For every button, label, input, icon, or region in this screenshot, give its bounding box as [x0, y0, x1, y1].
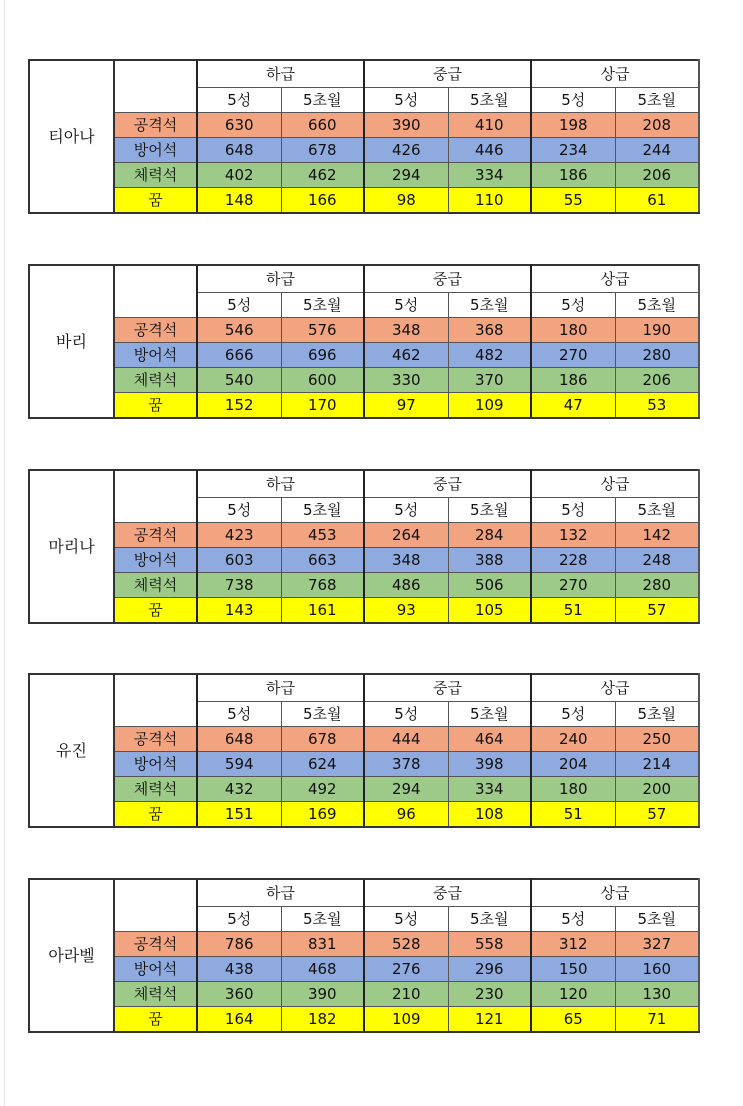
value-cell: 160 [615, 957, 699, 982]
value-cell: 109 [448, 393, 531, 419]
value-cell: 200 [615, 777, 699, 802]
table-row [29, 113, 699, 138]
value-cell: 330 [364, 368, 448, 393]
sub-header: 5초월 [281, 88, 364, 113]
row-label-defense: 방어석 [114, 752, 197, 777]
character-table-block [28, 673, 698, 828]
sub-header: 5초월 [615, 907, 699, 932]
value-cell: 47 [531, 393, 615, 419]
value-cell: 648 [197, 727, 281, 752]
value-cell: 390 [364, 113, 448, 138]
value-cell: 248 [615, 548, 699, 573]
value-cell: 468 [281, 957, 364, 982]
sub-header: 5성 [531, 702, 615, 727]
sub-header: 5초월 [615, 293, 699, 318]
value-cell: 284 [448, 523, 531, 548]
value-cell: 152 [197, 393, 281, 419]
row-label-attack: 공격석 [114, 523, 197, 548]
value-cell: 423 [197, 523, 281, 548]
grade-header: 하급 [197, 265, 364, 293]
value-cell: 446 [448, 138, 531, 163]
grade-header: 상급 [531, 470, 699, 498]
value-cell: 388 [448, 548, 531, 573]
value-cell: 51 [531, 802, 615, 828]
sub-header: 5초월 [448, 293, 531, 318]
value-cell: 166 [281, 188, 364, 214]
grade-header: 상급 [531, 879, 699, 907]
value-cell: 186 [531, 368, 615, 393]
table-row [29, 393, 699, 419]
table-row [29, 368, 699, 393]
value-cell: 132 [531, 523, 615, 548]
character-table-block [28, 469, 698, 624]
value-cell: 142 [615, 523, 699, 548]
character-table-block [28, 59, 698, 214]
value-cell: 71 [615, 1007, 699, 1033]
value-cell: 280 [615, 573, 699, 598]
row-label-stamina: 체력석 [114, 368, 197, 393]
value-cell: 348 [364, 318, 448, 343]
sub-header: 5초월 [281, 293, 364, 318]
value-cell: 96 [364, 802, 448, 828]
value-cell: 482 [448, 343, 531, 368]
grade-header: 중급 [364, 265, 531, 293]
value-cell: 368 [448, 318, 531, 343]
row-label-dream: 꿈 [114, 393, 197, 419]
sub-header: 5초월 [448, 88, 531, 113]
table-row [29, 573, 699, 598]
row-label-defense: 방어석 [114, 343, 197, 368]
table-row [29, 752, 699, 777]
sub-header: 5성 [364, 907, 448, 932]
value-cell: 678 [281, 727, 364, 752]
row-label-attack: 공격석 [114, 318, 197, 343]
value-cell: 334 [448, 163, 531, 188]
value-cell: 786 [197, 932, 281, 957]
sub-header: 5성 [531, 293, 615, 318]
value-cell: 666 [197, 343, 281, 368]
value-cell: 444 [364, 727, 448, 752]
value-cell: 121 [448, 1007, 531, 1033]
sub-header: 5성 [364, 88, 448, 113]
page-left-edge [4, 0, 5, 1106]
value-cell: 208 [615, 113, 699, 138]
value-cell: 206 [615, 163, 699, 188]
table-row [29, 932, 699, 957]
value-cell: 576 [281, 318, 364, 343]
value-cell: 603 [197, 548, 281, 573]
value-cell: 486 [364, 573, 448, 598]
value-cell: 334 [448, 777, 531, 802]
sub-header: 5초월 [281, 907, 364, 932]
value-cell: 738 [197, 573, 281, 598]
sub-header: 5성 [364, 702, 448, 727]
value-cell: 768 [281, 573, 364, 598]
row-label-dream: 꿈 [114, 1007, 197, 1033]
grade-header: 하급 [197, 60, 364, 88]
table-row [29, 957, 699, 982]
table-row [29, 343, 699, 368]
value-cell: 546 [197, 318, 281, 343]
row-label-dream: 꿈 [114, 802, 197, 828]
upgrade-cost-table [28, 59, 700, 214]
character-name: 마리나 [29, 470, 114, 623]
row-label-stamina: 체력석 [114, 573, 197, 598]
sub-header: 5성 [364, 293, 448, 318]
row-label-stamina: 체력석 [114, 163, 197, 188]
value-cell: 432 [197, 777, 281, 802]
value-cell: 169 [281, 802, 364, 828]
value-cell: 348 [364, 548, 448, 573]
value-cell: 234 [531, 138, 615, 163]
sub-header: 5초월 [615, 498, 699, 523]
value-cell: 528 [364, 932, 448, 957]
value-cell: 831 [281, 932, 364, 957]
value-cell: 180 [531, 777, 615, 802]
value-cell: 240 [531, 727, 615, 752]
sub-header: 5성 [197, 88, 281, 113]
value-cell: 97 [364, 393, 448, 419]
value-cell: 180 [531, 318, 615, 343]
header-corner-cell [114, 674, 197, 727]
sub-header: 5초월 [448, 907, 531, 932]
character-name: 바리 [29, 265, 114, 418]
grade-header: 상급 [531, 265, 699, 293]
value-cell: 438 [197, 957, 281, 982]
value-cell: 360 [197, 982, 281, 1007]
sub-header: 5초월 [281, 498, 364, 523]
value-cell: 109 [364, 1007, 448, 1033]
table-row [29, 163, 699, 188]
sub-header: 5초월 [281, 702, 364, 727]
grade-header: 중급 [364, 470, 531, 498]
value-cell: 120 [531, 982, 615, 1007]
sub-header: 5성 [531, 498, 615, 523]
sub-header: 5초월 [615, 702, 699, 727]
value-cell: 378 [364, 752, 448, 777]
table-row [29, 777, 699, 802]
value-cell: 186 [531, 163, 615, 188]
sub-header: 5성 [531, 907, 615, 932]
value-cell: 93 [364, 598, 448, 624]
sub-header: 5성 [531, 88, 615, 113]
value-cell: 110 [448, 188, 531, 214]
table-row [29, 1007, 699, 1033]
value-cell: 65 [531, 1007, 615, 1033]
value-cell: 370 [448, 368, 531, 393]
value-cell: 204 [531, 752, 615, 777]
value-cell: 170 [281, 393, 364, 419]
value-cell: 161 [281, 598, 364, 624]
grade-header: 하급 [197, 879, 364, 907]
value-cell: 228 [531, 548, 615, 573]
value-cell: 426 [364, 138, 448, 163]
character-table-block [28, 264, 698, 419]
value-cell: 51 [531, 598, 615, 624]
value-cell: 696 [281, 343, 364, 368]
header-corner-cell [114, 879, 197, 932]
value-cell: 214 [615, 752, 699, 777]
row-label-attack: 공격석 [114, 932, 197, 957]
sub-header: 5성 [197, 702, 281, 727]
sub-header: 5성 [197, 293, 281, 318]
row-label-attack: 공격석 [114, 727, 197, 752]
value-cell: 462 [364, 343, 448, 368]
value-cell: 648 [197, 138, 281, 163]
table-row [29, 318, 699, 343]
header-corner-cell [114, 60, 197, 113]
header-corner-cell [114, 470, 197, 523]
value-cell: 270 [531, 573, 615, 598]
value-cell: 280 [615, 343, 699, 368]
value-cell: 464 [448, 727, 531, 752]
value-cell: 105 [448, 598, 531, 624]
sub-header: 5초월 [615, 88, 699, 113]
grade-header: 중급 [364, 879, 531, 907]
value-cell: 164 [197, 1007, 281, 1033]
value-cell: 506 [448, 573, 531, 598]
value-cell: 53 [615, 393, 699, 419]
upgrade-cost-table [28, 469, 700, 624]
sub-header: 5초월 [448, 498, 531, 523]
value-cell: 190 [615, 318, 699, 343]
value-cell: 624 [281, 752, 364, 777]
table-row [29, 138, 699, 163]
value-cell: 108 [448, 802, 531, 828]
sub-header: 5초월 [448, 702, 531, 727]
value-cell: 492 [281, 777, 364, 802]
value-cell: 61 [615, 188, 699, 214]
value-cell: 55 [531, 188, 615, 214]
value-cell: 660 [281, 113, 364, 138]
value-cell: 151 [197, 802, 281, 828]
value-cell: 244 [615, 138, 699, 163]
value-cell: 230 [448, 982, 531, 1007]
table-row [29, 982, 699, 1007]
value-cell: 398 [448, 752, 531, 777]
value-cell: 210 [364, 982, 448, 1007]
value-cell: 250 [615, 727, 699, 752]
value-cell: 540 [197, 368, 281, 393]
value-cell: 264 [364, 523, 448, 548]
value-cell: 270 [531, 343, 615, 368]
row-label-dream: 꿈 [114, 188, 197, 214]
value-cell: 150 [531, 957, 615, 982]
row-label-stamina: 체력석 [114, 777, 197, 802]
upgrade-cost-table [28, 673, 700, 828]
grade-header: 중급 [364, 60, 531, 88]
row-label-defense: 방어석 [114, 957, 197, 982]
value-cell: 600 [281, 368, 364, 393]
upgrade-cost-table [28, 878, 700, 1033]
table-row [29, 598, 699, 624]
row-label-stamina: 체력석 [114, 982, 197, 1007]
value-cell: 312 [531, 932, 615, 957]
table-row [29, 727, 699, 752]
grade-header: 상급 [531, 674, 699, 702]
value-cell: 206 [615, 368, 699, 393]
sub-header: 5성 [197, 907, 281, 932]
grade-header: 상급 [531, 60, 699, 88]
sub-header: 5성 [197, 498, 281, 523]
value-cell: 558 [448, 932, 531, 957]
value-cell: 57 [615, 598, 699, 624]
header-corner-cell [114, 265, 197, 318]
sub-header: 5성 [364, 498, 448, 523]
grade-header: 하급 [197, 470, 364, 498]
value-cell: 182 [281, 1007, 364, 1033]
row-label-attack: 공격석 [114, 113, 197, 138]
value-cell: 198 [531, 113, 615, 138]
value-cell: 678 [281, 138, 364, 163]
value-cell: 57 [615, 802, 699, 828]
value-cell: 143 [197, 598, 281, 624]
character-table-block [28, 878, 698, 1033]
table-row [29, 548, 699, 573]
value-cell: 630 [197, 113, 281, 138]
row-label-defense: 방어석 [114, 548, 197, 573]
grade-header: 하급 [197, 674, 364, 702]
character-name: 아라벨 [29, 879, 114, 1032]
value-cell: 594 [197, 752, 281, 777]
value-cell: 390 [281, 982, 364, 1007]
value-cell: 294 [364, 777, 448, 802]
value-cell: 402 [197, 163, 281, 188]
upgrade-cost-table [28, 264, 700, 419]
value-cell: 462 [281, 163, 364, 188]
value-cell: 453 [281, 523, 364, 548]
value-cell: 327 [615, 932, 699, 957]
row-label-dream: 꿈 [114, 598, 197, 624]
table-row [29, 802, 699, 828]
value-cell: 296 [448, 957, 531, 982]
value-cell: 410 [448, 113, 531, 138]
row-label-defense: 방어석 [114, 138, 197, 163]
value-cell: 130 [615, 982, 699, 1007]
value-cell: 663 [281, 548, 364, 573]
value-cell: 276 [364, 957, 448, 982]
table-row [29, 523, 699, 548]
value-cell: 148 [197, 188, 281, 214]
character-name: 티아나 [29, 60, 114, 213]
grade-header: 중급 [364, 674, 531, 702]
value-cell: 98 [364, 188, 448, 214]
table-row [29, 188, 699, 214]
value-cell: 294 [364, 163, 448, 188]
character-name: 유진 [29, 674, 114, 827]
